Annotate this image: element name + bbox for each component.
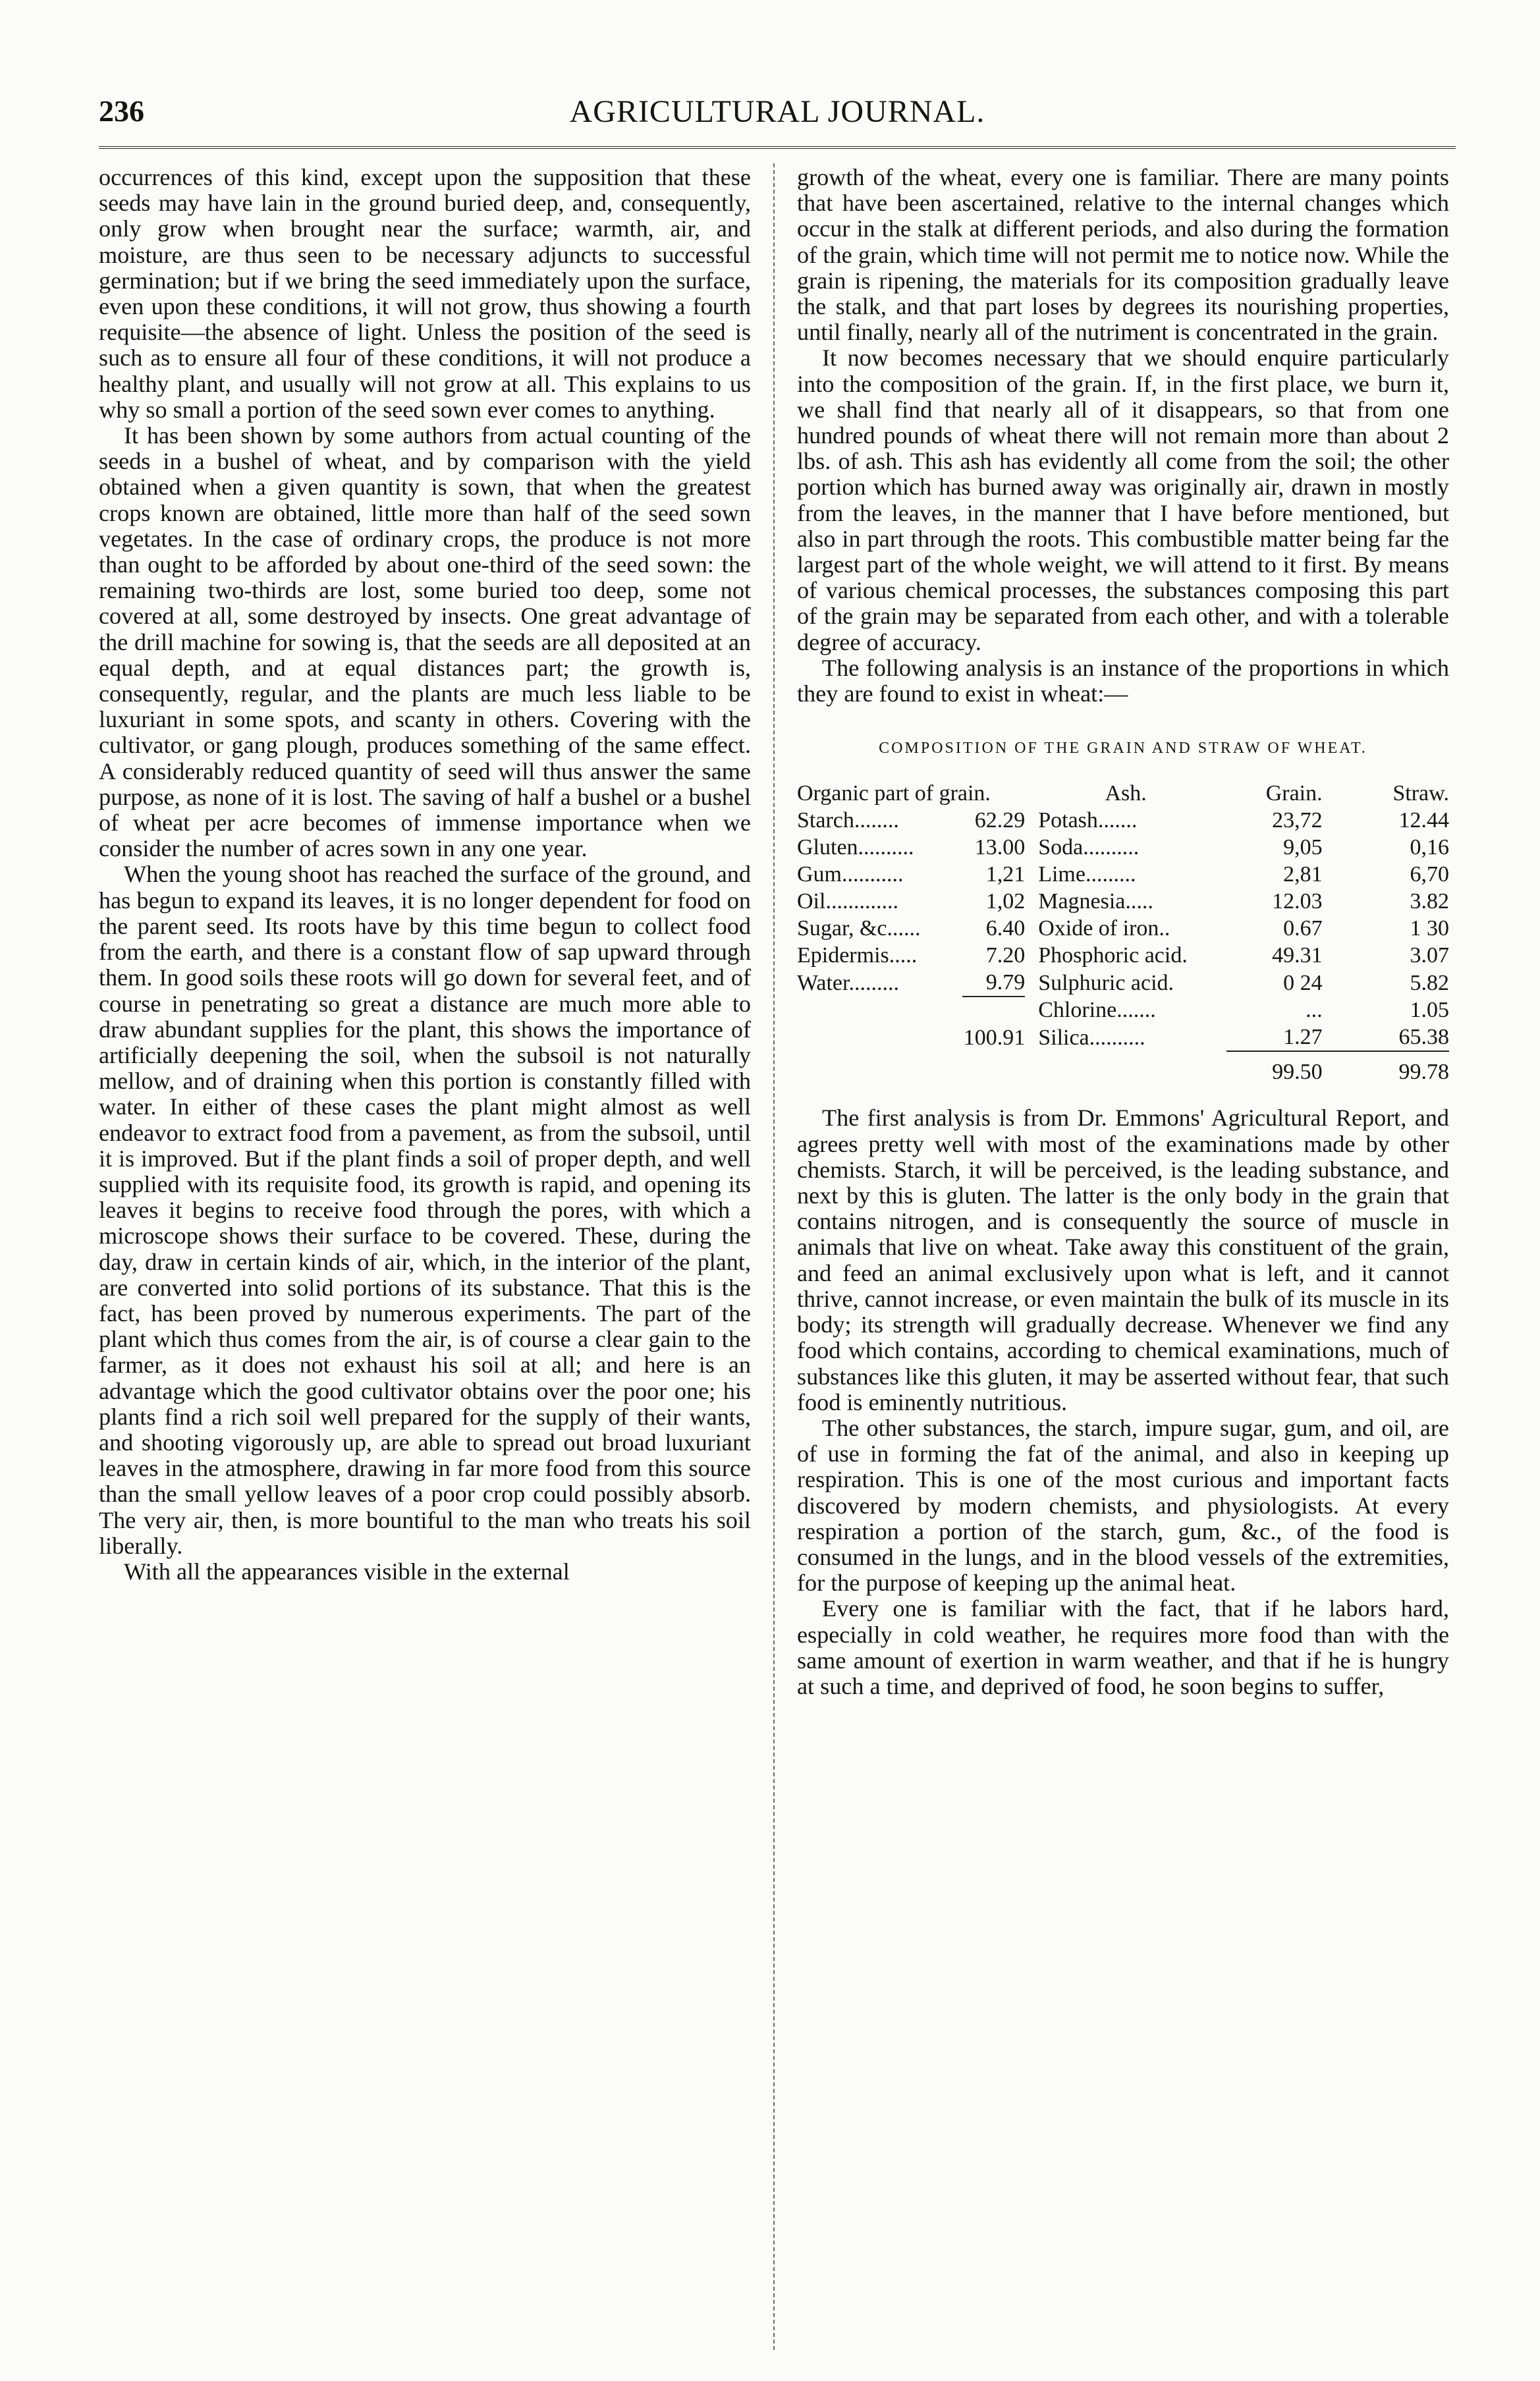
left-paragraph-2: It has been shown by some authors from actual counting of the seeds in a bushel of wheat, and by comparison with the yield obtained when a given quantity is sown, that when the greatest crops known are obtained, little more than half of the seed sown vegetates. In the case of ordinary crops, the produce is not more than ought to be afforded by about one-third of the seed sown: the remaining two-thirds are lost, some buried too deep, some not covered at all, some destroyed by insects. One great advantage of the drill machine for sowing is, that the seeds are all deposited at an equal depth, and at equal distances part; the growth is, consequently, regular, and the plants are much less liable to be luxuriant in some spots, and scanty in others. Covering with the cultivator, or gang plough, produces something of the same effect. A considerably reduced quantity of seed will thus answer the same purpose, as none of it is lost. The saving of half a bushel or a bushel of wheat per acre becomes of immense importance when we consider the number of acres sown in any one year. (99, 422, 751, 862)
right-paragraph-6: Every one is familiar with the fact, that if he labors hard, especially in cold weather, he requires more food than with the same amount of exertion in warm weather, and that if he is hungry at such a time, and deprived of food, he soon begins to suffer, (797, 1595, 1449, 1699)
organic-name: Water......... (797, 970, 899, 995)
organic-value: 6.40 (985, 916, 1026, 941)
organic-value: 1,21 (985, 862, 1026, 887)
organic-value: 13.00 (974, 835, 1026, 860)
table-row (797, 942, 1449, 969)
organic-name (797, 997, 962, 1024)
left-paragraph-1: occurrences of this kind, except upon the supposition that these seeds may have lain in the ground buried deep, and, consequently, only grow when brought near the surface; warmth, air, and moisture, are thus seen to be necessary adjuncts to successful germination; but if we bring the seed immediately upon the surface, even upon these conditions, it will not grow, thus showing a fourth requisite—the absence of light. Unless the position of the seed is such as to ensure all four of these conditions, it will not produce a healthy plant, and usually will not grow at all. This explains to us why so small a portion of the seed sown ever comes to anything. (99, 164, 751, 423)
ash-name: Magnesia..... (1038, 889, 1153, 914)
grain-value: 0.67 (1283, 916, 1323, 941)
table-row (797, 807, 1449, 834)
organic-value: 62.29 (974, 808, 1026, 833)
right-paragraph-3: The following analysis is an instance of the proportions in which they are found to exist in wheat:— (797, 654, 1449, 707)
composition-table (797, 780, 1449, 1085)
straw-value: 5.82 (1410, 970, 1449, 995)
ash-name: Sulphuric acid. (1038, 970, 1174, 995)
organic-name: Gluten.......... (797, 835, 914, 860)
table-heading: COMPOSITION OF THE GRAIN AND STRAW OF WHEAT. (879, 740, 1367, 757)
organic-name: Sugar, &c...... (797, 916, 921, 941)
header-organic: Organic part of grain. (797, 781, 991, 806)
right-paragraph-5: The other substances, the starch, impure sugar, gum, and oil, are of use in forming the fat of the animal, and also in keeping up respiration. This is one of the most curious and important facts discovered by modern chemists, and physiologists. At every respiration a portion of the starch, gum, &c., of the food is consumed in the lungs, and in the blood vessels of the extremities, for the purpose of keeping up the animal heat. (797, 1414, 1449, 1597)
left-column (99, 165, 751, 1585)
grain-total: 99.50 (1272, 1060, 1323, 1085)
straw-value: 65.38 (1398, 1025, 1449, 1050)
ash-name: Oxide of iron.. (1038, 916, 1170, 941)
table-row (797, 1024, 1449, 1051)
header-straw: Straw. (1392, 781, 1449, 806)
straw-value: 0,16 (1410, 835, 1449, 860)
organic-name: Oil............. (797, 889, 898, 914)
organic-name: Gum........... (797, 862, 904, 887)
page-number: 236 (99, 94, 144, 128)
column-divider (773, 163, 775, 2350)
organic-value: 9.79 (985, 970, 1026, 995)
right-column (797, 165, 1449, 1699)
organic-value: 1,02 (985, 889, 1026, 914)
page-header (99, 94, 1456, 133)
header-ash: Ash. (1105, 781, 1147, 806)
straw-value: 1 30 (1410, 916, 1449, 941)
ash-name: Lime......... (1038, 862, 1136, 887)
table-header-row (797, 780, 1449, 807)
ash-name: Soda.......... (1038, 835, 1140, 860)
grain-value: 12.03 (1272, 889, 1323, 914)
straw-value: 12.44 (1398, 808, 1449, 833)
straw-value: 3.07 (1410, 943, 1449, 968)
ash-name: Potash....... (1038, 808, 1138, 833)
ash-name: Phosphoric acid. (1038, 943, 1188, 968)
organic-total: 100.91 (963, 1025, 1026, 1050)
left-paragraph-3: When the young shoot has reached the surface of the ground, and has begun to expand its leaves, it is no longer dependent for food on the parent seed. Its roots have by this time begun to collect food from the earth, and there is a constant flow of sap upward through them. In good soils these roots will go down for several feet, and of course in penetrating so great a distance are much more able to draw abundant supplies for the plant, this shows the importance of artificially deepening the soil, when the subsoil is not naturally mellow, and of draining when this portion is constantly filled with water. In either of these cases the plant might almost as well endeavor to extract food from a pavement, as from the subsoil, until it is improved. But if the plant finds a soil of proper depth, and well supplied with its requisite food, its growth is rapid, and opening its leaves it begins to receive food through the pores, with which a microscope shows their surface to be covered. These, during the day, draw in certain kinds of air, which, in the interior of the plant, are converted into solid portions of its substance. That this is the fact, has been proved by numerous experiments. The part of the plant which thus comes from the air, is of course a clear gain to the farmer, as it does not exhaust his soil at all; and here is an advantage which the good cultivator obtains over the poor one; his plants find a rich soil well prepared for the supply of their wants, and shooting vigorously up, are able to spread out broad luxuriant leaves in the atmosphere, drawing in far more food from this source than the small yellow leaves of a poor crop could possibly absorb. The very air, then, is more bountiful to the man who treats his soil liberally. (99, 861, 751, 1559)
right-paragraph-1: growth of the wheat, every one is familiar. There are many points that have been ascertained, relative to the internal changes which occur in the stalk at different periods, and also during the formation of the grain, which time will not permit me to notice now. While the grain is ripening, the materials for its composition gradually leave the stalk, and that part loses by degrees its nourishing properties, until finally, nearly all of the nutriment is concentrated in the grain. (797, 164, 1449, 346)
table-row (797, 888, 1449, 915)
grain-value: 49.31 (1272, 943, 1323, 968)
table-row (797, 969, 1449, 997)
left-paragraph-4: With all the appearances visible in the external (124, 1558, 570, 1585)
straw-value: 6,70 (1410, 862, 1449, 887)
organic-name: Epidermis..... (797, 943, 918, 968)
grain-value: 0 24 (1283, 970, 1323, 995)
table-row (797, 997, 1449, 1024)
running-title: AGRICULTURAL JOURNAL. (569, 94, 985, 129)
organic-total-rule (962, 997, 1025, 1024)
right-paragraph-4: The first analysis is from Dr. Emmons' Agricultural Report, and agrees pretty well with most of the examinations made by other chemists. Starch, it will be perceived, is the leading substance, and next by this is gluten. The latter is the only body in the grain that contains nitrogen, and is consequently the source of muscle in animals that live on wheat. Take away this constituent of the grain, and feed an animal exclusively upon what is left, and it cannot thrive, cannot increase, or even maintain the bulk of its muscle in its body; its strength will gradually decrease. Whenever we find any food which contains, according to chemical examinations, much of substances like this gluten, it may be asserted without fear, that such food is eminently nutritious. (797, 1105, 1449, 1415)
ash-name: Chlorine....... (1038, 998, 1156, 1023)
grain-value: 1.27 (1283, 1025, 1323, 1050)
table-row (797, 834, 1449, 861)
right-paragraph-2: It now becomes necessary that we should enquire particularly into the composition of the grain. If, in the first place, we burn it, we shall find that nearly all of it disappears, so that from one hundred pounds of wheat there will not remain more than about 2 lbs. of ash. This ash has evidently all come from the soil; the other portion which has burned away was originally air, drawn in mostly from the leaves, in the manner that I have before mentioned, but also in part through the roots. This combustible matter being far the largest part of the whole weight, we will attend to it first. By means of various chemical processes, the substances composing this part of the grain may be separated from each other, and with a tolerable degree of accuracy. (797, 344, 1449, 655)
straw-total: 99.78 (1398, 1060, 1449, 1085)
header-grain: Grain. (1265, 781, 1323, 806)
grain-value: 9,05 (1283, 835, 1323, 860)
table-row (797, 861, 1449, 888)
organic-name: Starch........ (797, 808, 899, 833)
table-row (797, 915, 1449, 942)
organic-value: 7.20 (985, 943, 1026, 968)
straw-total-rule (1323, 1051, 1449, 1058)
grain-total-rule (1226, 1051, 1323, 1058)
ash-name: Silica.......... (1038, 1025, 1145, 1050)
straw-value: 3.82 (1410, 889, 1449, 914)
table-total-row (797, 1058, 1449, 1085)
grain-value: ... (1306, 998, 1323, 1023)
grain-value: 2,81 (1283, 862, 1323, 887)
header-rule (99, 146, 1456, 149)
grain-value: 23,72 (1272, 808, 1323, 833)
straw-value: 1.05 (1410, 998, 1449, 1023)
